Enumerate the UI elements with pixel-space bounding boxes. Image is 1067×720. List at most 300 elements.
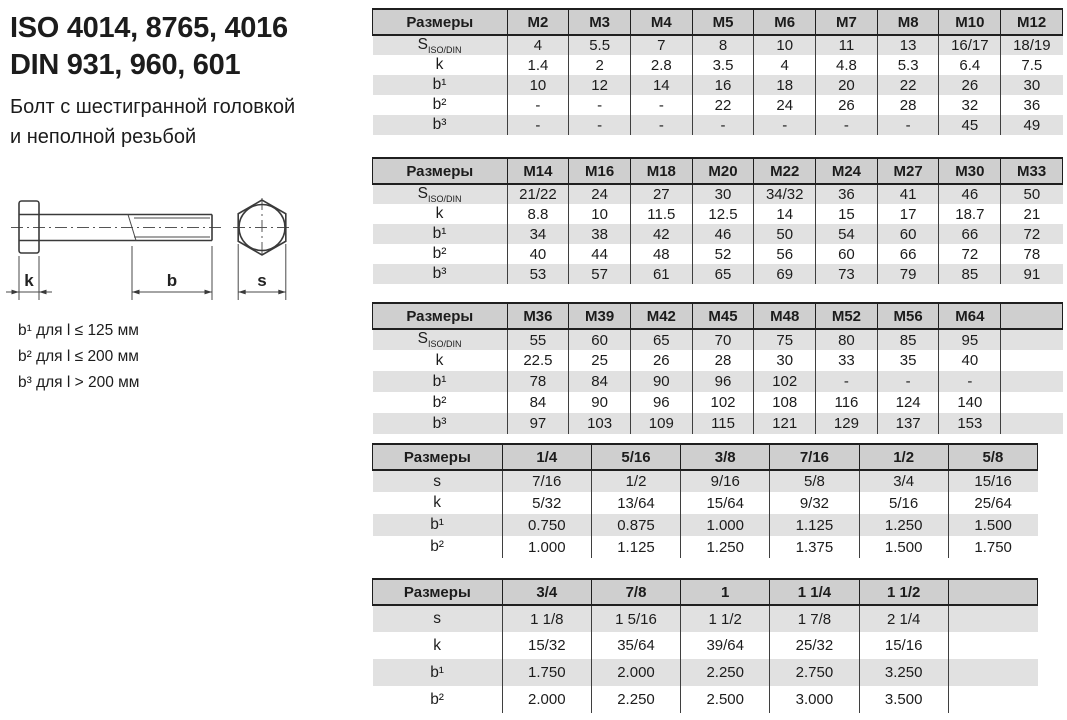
- value-cell: 4: [507, 35, 569, 55]
- value-cell: 1.125: [770, 514, 859, 536]
- value-cell: 42: [630, 224, 692, 244]
- s-arrow-right: [278, 290, 286, 295]
- value-cell: 15/32: [502, 632, 591, 659]
- value-cell: 109: [630, 413, 692, 434]
- value-cell: 140: [939, 392, 1001, 413]
- size-column-header: 3/4: [502, 579, 591, 605]
- value-cell: 36: [816, 184, 878, 204]
- size-column-header: M48: [754, 303, 816, 329]
- table-inch-threequarter-to-oneandahalf: [372, 578, 1038, 713]
- value-cell: 60: [816, 244, 878, 264]
- value-cell: 0.750: [502, 514, 591, 536]
- value-cell: 5.5: [569, 35, 631, 55]
- value-cell: 30: [754, 350, 816, 371]
- value-cell: 46: [939, 184, 1001, 204]
- value-cell: 84: [507, 392, 569, 413]
- value-cell: 90: [630, 371, 692, 392]
- value-cell: 2.000: [502, 686, 591, 713]
- value-cell: 34: [507, 224, 569, 244]
- value-cell: [948, 686, 1037, 713]
- value-cell: 18.7: [939, 204, 1001, 224]
- value-cell: 78: [1001, 244, 1063, 264]
- value-cell: 2.250: [591, 686, 680, 713]
- row-label: k: [433, 636, 441, 654]
- dimension-table: [372, 157, 1063, 284]
- value-cell: 1 5/16: [591, 605, 680, 632]
- table-row: [373, 632, 1038, 659]
- value-cell: 39/64: [681, 632, 770, 659]
- value-cell: [1001, 329, 1063, 350]
- value-cell: 28: [692, 350, 754, 371]
- value-cell: 15/64: [681, 492, 770, 514]
- size-column-header: M39: [569, 303, 631, 329]
- row-label: b¹: [432, 225, 447, 243]
- size-column-header: M64: [939, 303, 1001, 329]
- row-label: b²: [432, 96, 447, 114]
- size-column-header: M42: [630, 303, 692, 329]
- size-column-header: 5/16: [591, 444, 680, 470]
- value-cell: -: [877, 371, 939, 392]
- value-cell: 129: [816, 413, 878, 434]
- table-metric-m2-m12: [372, 8, 1063, 135]
- value-cell: 18/19: [1001, 35, 1063, 55]
- table-row: [373, 204, 1063, 224]
- value-cell: 121: [754, 413, 816, 434]
- value-cell: 72: [1001, 224, 1063, 244]
- value-cell: 10: [569, 204, 631, 224]
- value-cell: -: [754, 115, 816, 135]
- value-cell: -: [877, 115, 939, 135]
- value-cell: -: [816, 371, 878, 392]
- value-cell: 1.000: [681, 514, 770, 536]
- value-cell: 26: [630, 350, 692, 371]
- value-cell: 1.250: [681, 536, 770, 558]
- dimensions-header: Размеры: [373, 579, 503, 605]
- size-column-header: M3: [569, 9, 631, 35]
- row-label: k: [435, 56, 444, 74]
- value-cell: -: [692, 115, 754, 135]
- table-row: [373, 413, 1063, 434]
- size-column-header: M4: [630, 9, 692, 35]
- value-cell: 27: [630, 184, 692, 204]
- value-cell: 4.8: [816, 55, 878, 75]
- value-cell: 10: [507, 75, 569, 95]
- value-cell: 1.750: [948, 536, 1037, 558]
- value-cell: 65: [630, 329, 692, 350]
- value-cell: 46: [692, 224, 754, 244]
- value-cell: 65: [692, 264, 754, 284]
- table-row: [373, 55, 1063, 75]
- size-column-header: 7/8: [591, 579, 680, 605]
- value-cell: 79: [877, 264, 939, 284]
- value-cell: 33: [816, 350, 878, 371]
- row-label: b³: [432, 265, 447, 283]
- value-cell: 40: [507, 244, 569, 264]
- size-column-header: M18: [630, 158, 692, 184]
- value-cell: 0.875: [591, 514, 680, 536]
- value-cell: 96: [630, 392, 692, 413]
- value-cell: 66: [939, 224, 1001, 244]
- table-row: [373, 492, 1038, 514]
- value-cell: 8: [692, 35, 754, 55]
- value-cell: 55: [507, 329, 569, 350]
- value-cell: 66: [877, 244, 939, 264]
- value-cell: 1.000: [502, 536, 591, 558]
- size-column-header: M20: [692, 158, 754, 184]
- description-line2: и неполной резьбой: [10, 126, 197, 148]
- size-column-header: 5/8: [948, 444, 1037, 470]
- b-dimension: [132, 246, 212, 300]
- value-cell: -: [507, 95, 569, 115]
- table-row: [373, 350, 1063, 371]
- value-cell: 102: [692, 392, 754, 413]
- size-column-header: M33: [1001, 158, 1063, 184]
- footnote-b2: b² для l ≤ 200 мм: [18, 348, 139, 365]
- size-column-header: M14: [507, 158, 569, 184]
- bolt-drawing-svg: [5, 188, 325, 313]
- value-cell: 38: [569, 224, 631, 244]
- value-cell: [1001, 392, 1063, 413]
- table-row: [373, 371, 1063, 392]
- value-cell: 85: [877, 329, 939, 350]
- size-column-header: M27: [877, 158, 939, 184]
- value-cell: 153: [939, 413, 1001, 434]
- dimensions-header: Размеры: [373, 9, 508, 35]
- value-cell: 14: [754, 204, 816, 224]
- table-row: [373, 470, 1038, 492]
- value-cell: 24: [569, 184, 631, 204]
- dimension-table: [372, 578, 1038, 713]
- value-cell: 102: [754, 371, 816, 392]
- size-column-header: M12: [1001, 9, 1063, 35]
- size-column-header: M24: [816, 158, 878, 184]
- footnote-b3: b³ для l > 200 мм: [18, 374, 140, 391]
- value-cell: 16/17: [939, 35, 1001, 55]
- value-cell: 26: [816, 95, 878, 115]
- dimensions-header: Размеры: [373, 303, 508, 329]
- value-cell: 3.250: [859, 659, 948, 686]
- table-row: [373, 659, 1038, 686]
- value-cell: 6.4: [939, 55, 1001, 75]
- value-cell: -: [569, 95, 631, 115]
- value-cell: 2.000: [591, 659, 680, 686]
- table-row: [373, 605, 1038, 632]
- k-arrow-right: [39, 290, 47, 295]
- value-cell: 5/8: [770, 470, 859, 492]
- size-column-header: [1001, 303, 1063, 329]
- b-arrow-right: [205, 290, 213, 295]
- value-cell: 2.500: [681, 686, 770, 713]
- value-cell: 2: [569, 55, 631, 75]
- value-cell: 35: [877, 350, 939, 371]
- standard-title-iso: ISO 4014, 8765, 4016: [10, 12, 288, 44]
- table-row: [373, 536, 1038, 558]
- value-cell: [1001, 413, 1063, 434]
- size-column-header: M6: [754, 9, 816, 35]
- value-cell: 9/32: [770, 492, 859, 514]
- s-dimension-label: s: [257, 271, 267, 290]
- value-cell: 2 1/4: [859, 605, 948, 632]
- table-row: [373, 329, 1063, 350]
- value-cell: 3.500: [859, 686, 948, 713]
- value-cell: 108: [754, 392, 816, 413]
- value-cell: 60: [877, 224, 939, 244]
- table-inch-quarter-to-fiveeighths: [372, 443, 1038, 558]
- table-header-row: [373, 158, 1063, 184]
- value-cell: [948, 605, 1037, 632]
- value-cell: 1.375: [770, 536, 859, 558]
- size-column-header: M45: [692, 303, 754, 329]
- value-cell: 25/32: [770, 632, 859, 659]
- row-label: b²: [430, 690, 444, 708]
- value-cell: 115: [692, 413, 754, 434]
- table-row: [373, 244, 1063, 264]
- dimension-table: [372, 8, 1063, 135]
- row-label: b¹: [430, 663, 444, 681]
- size-column-header: M7: [816, 9, 878, 35]
- value-cell: 96: [692, 371, 754, 392]
- k-arrow-left: [12, 290, 20, 295]
- value-cell: 22: [877, 75, 939, 95]
- table-row: [373, 35, 1063, 55]
- size-column-header: M2: [507, 9, 569, 35]
- value-cell: 78: [507, 371, 569, 392]
- value-cell: 70: [692, 329, 754, 350]
- value-cell: 40: [939, 350, 1001, 371]
- value-cell: 13/64: [591, 492, 680, 514]
- value-cell: [1001, 371, 1063, 392]
- value-cell: 1.125: [591, 536, 680, 558]
- value-cell: 7/16: [502, 470, 591, 492]
- size-column-header: 1/2: [859, 444, 948, 470]
- footnote-b1: b¹ для l ≤ 125 мм: [18, 322, 139, 339]
- value-cell: 80: [816, 329, 878, 350]
- row-label: b¹: [430, 516, 444, 533]
- value-cell: 1.500: [859, 536, 948, 558]
- value-cell: 73: [816, 264, 878, 284]
- k-dimension-label: k: [24, 271, 34, 290]
- size-column-header: 1 1/4: [770, 579, 859, 605]
- size-column-header: 7/16: [770, 444, 859, 470]
- value-cell: 20: [816, 75, 878, 95]
- value-cell: 7: [630, 35, 692, 55]
- row-label: b¹: [432, 372, 447, 390]
- k-dimension: [6, 256, 52, 300]
- value-cell: 91: [1001, 264, 1063, 284]
- size-column-header: M22: [754, 158, 816, 184]
- value-cell: 2.250: [681, 659, 770, 686]
- size-column-header: M16: [569, 158, 631, 184]
- value-cell: 5/16: [859, 492, 948, 514]
- description-line1: Болт с шестигранной головкой: [10, 96, 296, 118]
- table-row: [373, 514, 1038, 536]
- b-arrow-left: [132, 290, 140, 295]
- value-cell: 2.750: [770, 659, 859, 686]
- value-cell: 25: [569, 350, 631, 371]
- size-column-header: M8: [877, 9, 939, 35]
- table-header-row: [373, 444, 1038, 470]
- row-label: $S_{ISO/DIN}$: [417, 185, 462, 205]
- row-label: b²: [430, 538, 444, 555]
- value-cell: [948, 659, 1037, 686]
- product-description: [10, 92, 295, 152]
- table-header-row: [373, 303, 1063, 329]
- row-label: k: [435, 351, 444, 369]
- value-cell: 15/16: [859, 632, 948, 659]
- standard-title-din: DIN 931, 960, 601: [10, 49, 241, 81]
- size-column-header: M56: [877, 303, 939, 329]
- value-cell: 21/22: [507, 184, 569, 204]
- size-column-header: 1/4: [502, 444, 591, 470]
- value-cell: 18: [754, 75, 816, 95]
- table-header-row: [373, 9, 1063, 35]
- value-cell: 103: [569, 413, 631, 434]
- value-cell: 48: [630, 244, 692, 264]
- size-column-header: M10: [939, 9, 1001, 35]
- value-cell: 50: [1001, 184, 1063, 204]
- value-cell: 14: [630, 75, 692, 95]
- value-cell: 24: [754, 95, 816, 115]
- value-cell: 1/2: [591, 470, 680, 492]
- value-cell: 95: [939, 329, 1001, 350]
- value-cell: 137: [877, 413, 939, 434]
- value-cell: 1.500: [948, 514, 1037, 536]
- value-cell: -: [630, 115, 692, 135]
- value-cell: 5.3: [877, 55, 939, 75]
- table-row: [373, 115, 1063, 135]
- value-cell: 61: [630, 264, 692, 284]
- value-cell: 84: [569, 371, 631, 392]
- value-cell: 52: [692, 244, 754, 264]
- value-cell: 3/4: [859, 470, 948, 492]
- value-cell: 36: [1001, 95, 1063, 115]
- table-row: [373, 224, 1063, 244]
- value-cell: 28: [877, 95, 939, 115]
- value-cell: 30: [1001, 75, 1063, 95]
- value-cell: 15: [816, 204, 878, 224]
- value-cell: [1001, 350, 1063, 371]
- value-cell: 34/32: [754, 184, 816, 204]
- value-cell: 97: [507, 413, 569, 434]
- size-column-header: M36: [507, 303, 569, 329]
- bolt-side-view: [11, 201, 221, 253]
- row-label: s: [433, 472, 441, 490]
- value-cell: -: [569, 115, 631, 135]
- table-metric-m14-m33: [372, 157, 1063, 284]
- row-label: b³: [432, 116, 447, 134]
- value-cell: 5/32: [502, 492, 591, 514]
- value-cell: 10: [754, 35, 816, 55]
- value-cell: 90: [569, 392, 631, 413]
- table-row: [373, 686, 1038, 713]
- value-cell: 25/64: [948, 492, 1037, 514]
- value-cell: 1.250: [859, 514, 948, 536]
- value-cell: 11: [816, 35, 878, 55]
- value-cell: 15/16: [948, 470, 1037, 492]
- value-cell: 124: [877, 392, 939, 413]
- value-cell: 17: [877, 204, 939, 224]
- value-cell: 3.000: [770, 686, 859, 713]
- dimensions-header: Размеры: [373, 158, 508, 184]
- value-cell: 35/64: [591, 632, 680, 659]
- value-cell: 4: [754, 55, 816, 75]
- size-column-header: M5: [692, 9, 754, 35]
- value-cell: [948, 632, 1037, 659]
- value-cell: 1 1/2: [681, 605, 770, 632]
- table-row: [373, 184, 1063, 204]
- size-column-header: 3/8: [681, 444, 770, 470]
- value-cell: 44: [569, 244, 631, 264]
- table-row: [373, 264, 1063, 284]
- hex-head-front-view: [233, 198, 291, 257]
- size-column-header: 1 1/2: [859, 579, 948, 605]
- table-row: [373, 95, 1063, 115]
- bolt-technical-drawing: [5, 188, 325, 313]
- value-cell: 75: [754, 329, 816, 350]
- table-row: [373, 75, 1063, 95]
- value-cell: 26: [939, 75, 1001, 95]
- value-cell: 85: [939, 264, 1001, 284]
- value-cell: 54: [816, 224, 878, 244]
- value-cell: 57: [569, 264, 631, 284]
- size-column-header: M30: [939, 158, 1001, 184]
- value-cell: -: [507, 115, 569, 135]
- value-cell: 69: [754, 264, 816, 284]
- value-cell: -: [816, 115, 878, 135]
- value-cell: 60: [569, 329, 631, 350]
- s-arrow-left: [238, 290, 246, 295]
- row-label: b¹: [432, 76, 447, 94]
- row-label: k: [435, 205, 444, 223]
- value-cell: 13: [877, 35, 939, 55]
- value-cell: 30: [692, 184, 754, 204]
- value-cell: 12.5: [692, 204, 754, 224]
- value-cell: 7.5: [1001, 55, 1063, 75]
- value-cell: 1.4: [507, 55, 569, 75]
- row-label: k: [433, 494, 441, 511]
- size-column-header: 1: [681, 579, 770, 605]
- size-column-header: [948, 579, 1037, 605]
- row-label: b²: [432, 393, 447, 411]
- row-label: $S_{ISO/DIN}$: [417, 36, 462, 56]
- value-cell: 1 1/8: [502, 605, 591, 632]
- length-footnotes: [18, 318, 139, 396]
- table-header-row: [373, 579, 1038, 605]
- value-cell: 32: [939, 95, 1001, 115]
- value-cell: 9/16: [681, 470, 770, 492]
- value-cell: -: [630, 95, 692, 115]
- value-cell: 16: [692, 75, 754, 95]
- dimension-table: [372, 302, 1063, 434]
- value-cell: 1 7/8: [770, 605, 859, 632]
- row-label: b³: [432, 414, 447, 432]
- value-cell: 56: [754, 244, 816, 264]
- value-cell: 3.5: [692, 55, 754, 75]
- size-column-header: M52: [816, 303, 878, 329]
- value-cell: 12: [569, 75, 631, 95]
- value-cell: 116: [816, 392, 878, 413]
- row-label: b²: [432, 245, 447, 263]
- value-cell: 53: [507, 264, 569, 284]
- value-cell: 41: [877, 184, 939, 204]
- b-dimension-label: b: [166, 271, 178, 290]
- value-cell: 22: [692, 95, 754, 115]
- dimensions-header: Размеры: [373, 444, 503, 470]
- value-cell: 2.8: [630, 55, 692, 75]
- value-cell: 21: [1001, 204, 1063, 224]
- value-cell: 22.5: [507, 350, 569, 371]
- row-label: $S_{ISO/DIN}$: [417, 330, 462, 350]
